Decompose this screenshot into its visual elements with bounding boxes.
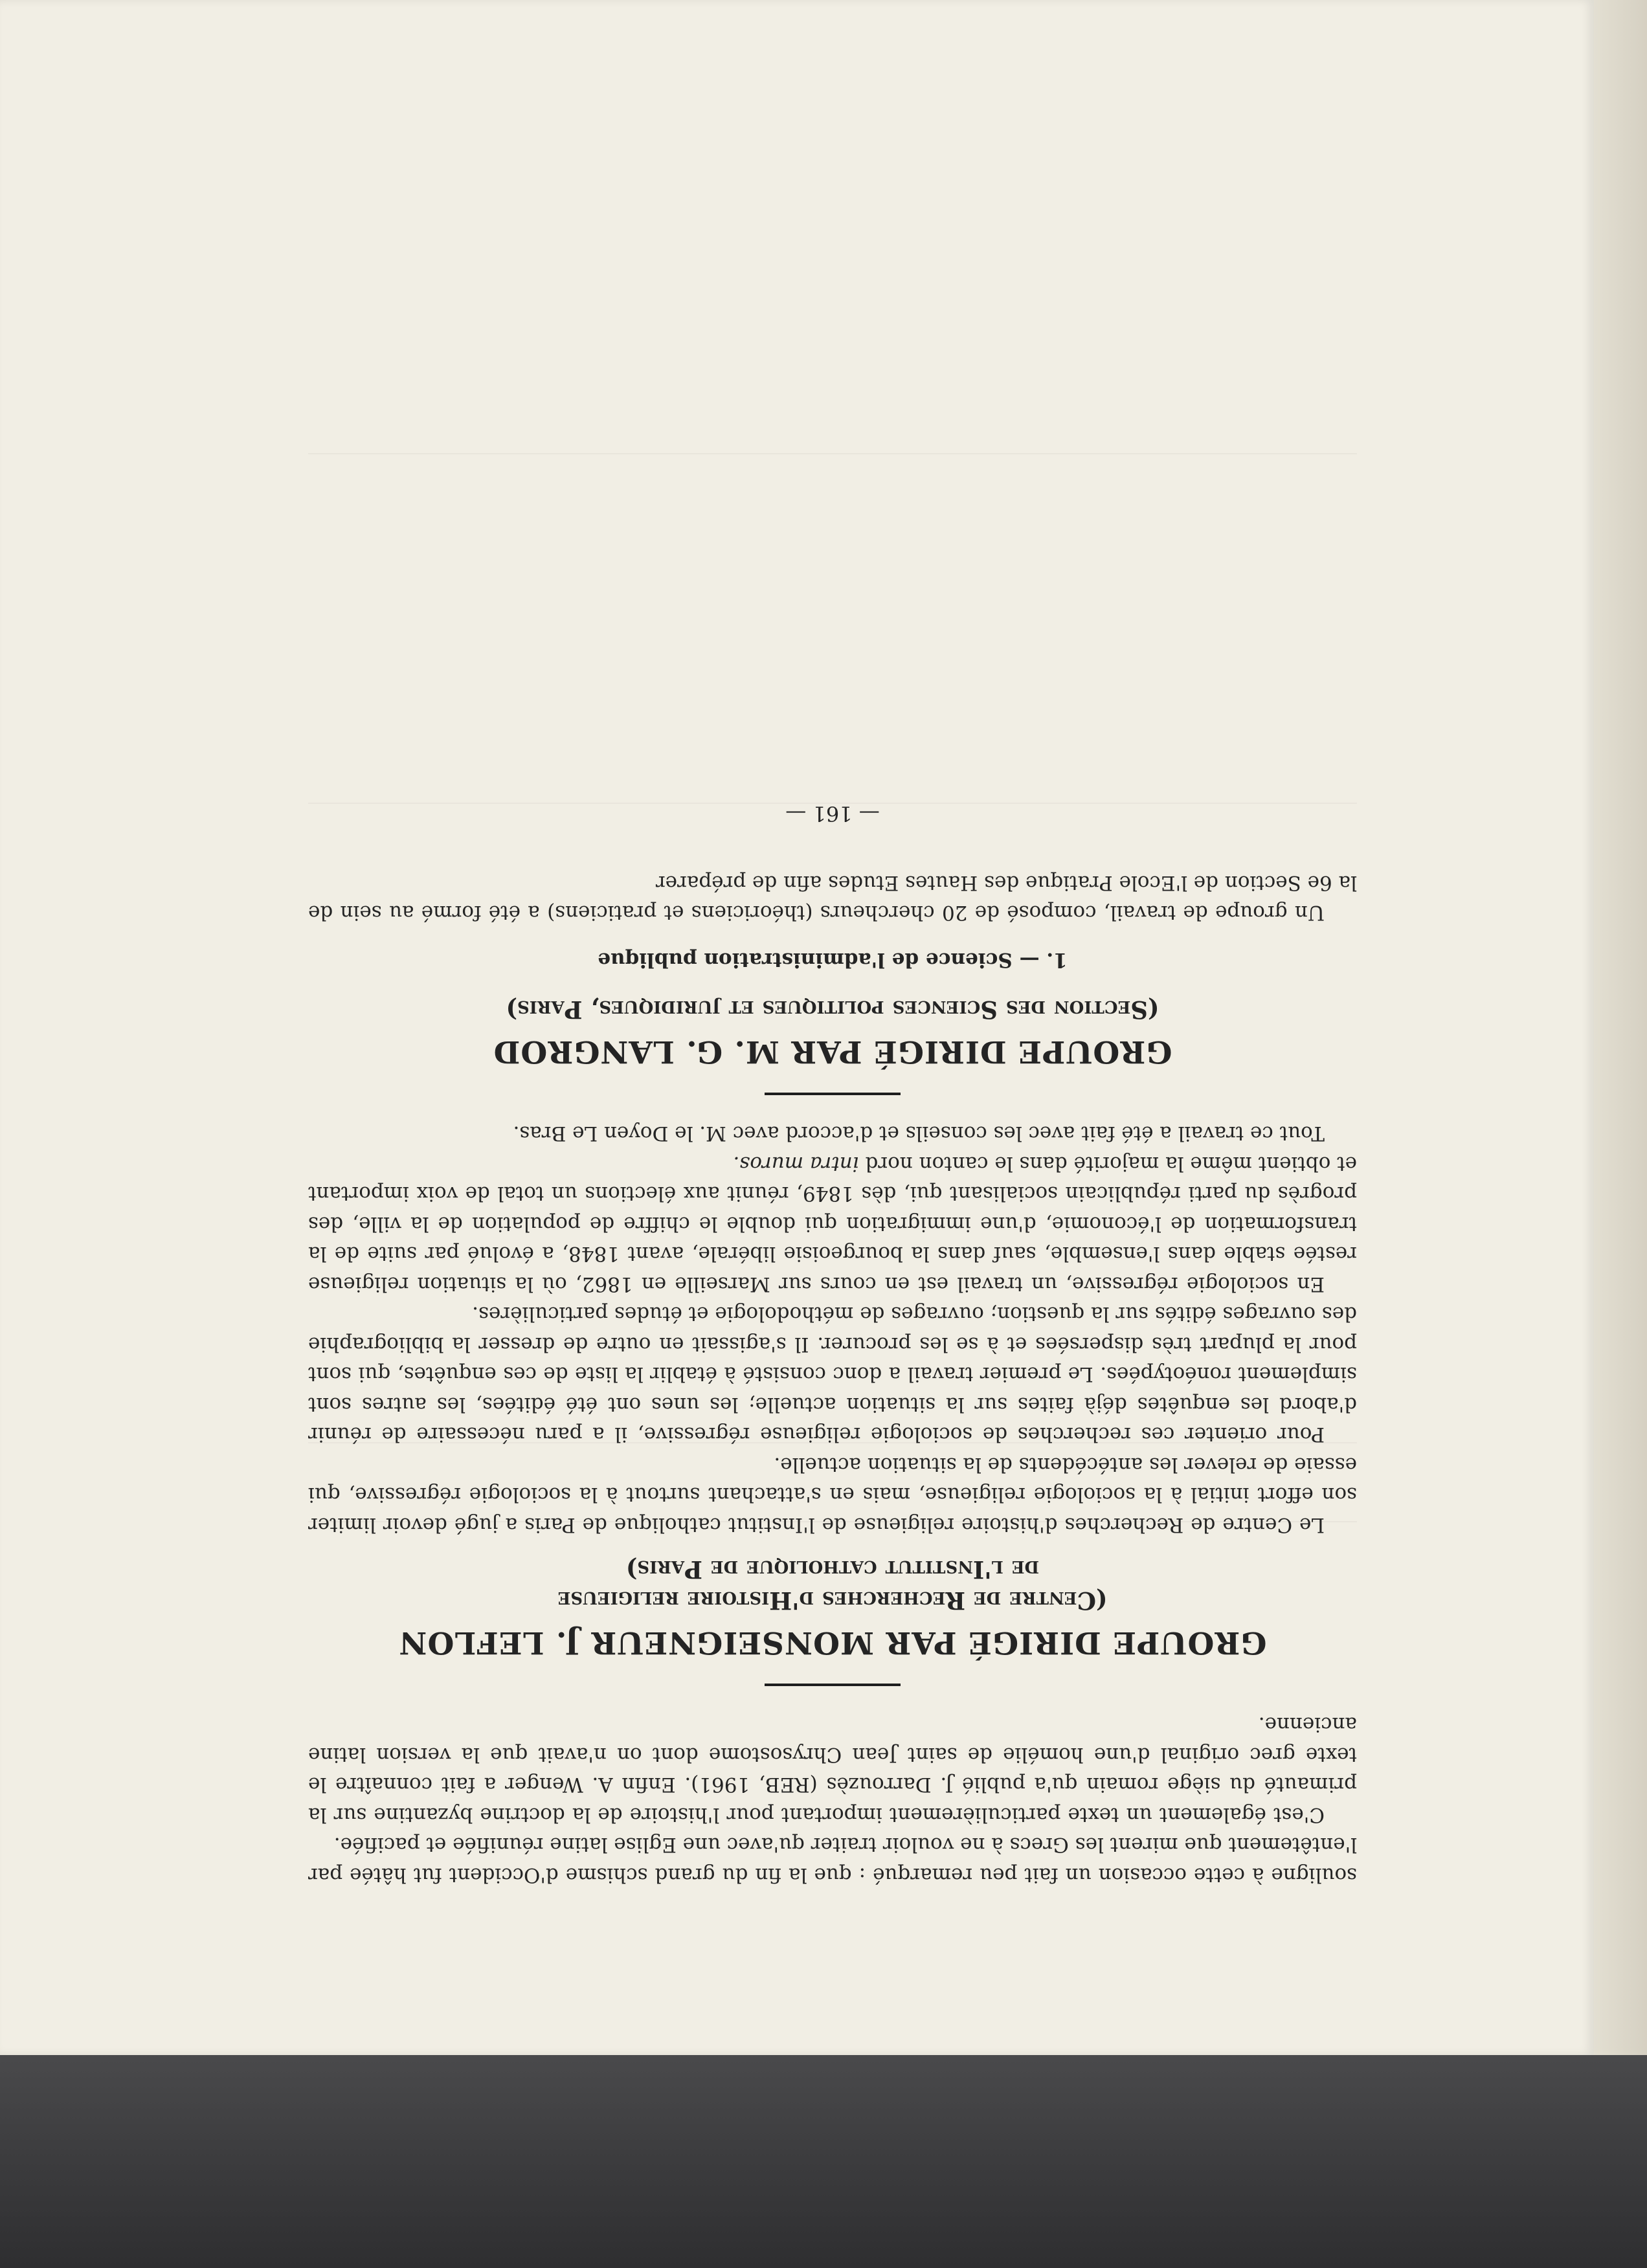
group1-title: GROUPE DIRIGÉ PAR MONSEIGNEUR J. LEFLON bbox=[398, 1625, 1267, 1660]
bleed-through-texture bbox=[308, 1442, 1357, 1522]
bleed-through-texture-3 bbox=[308, 388, 1357, 454]
spacer bbox=[308, 928, 1357, 945]
bleed-through-texture-2 bbox=[308, 803, 1357, 862]
intro-paragraph-1: souligne à cette occasion un fait peu remarqué : que la fin du grand schisme d'Occident fut hâtée par l'entêtement que mirent les Grecs à ne vouloir traiter qu'avec une Eglise latine réunifiée et pacifiée. bbox=[308, 1833, 1357, 1887]
section-divider bbox=[765, 1684, 901, 1686]
section-divider-2 bbox=[765, 1093, 901, 1095]
intra-muros-italic: intra muros. bbox=[733, 1152, 859, 1175]
group2-section-heading: 1. — Science de l'administration publique bbox=[598, 948, 1068, 972]
group1-paragraph-3-text: En sociologie régressive, un travail est en cours sur Marseille en 1862, où la situation religieuse restée stable dans l'ensemble, sauf dans la bourgeoisie libérale, avant 1848, a évolué par suite de la transformation de l'économie, d'une immigration qui double le chiffre de population de la ville, des progrès du parti républicain socialisant qui, dès 1849, réunit aux élections un total de voix important et obtient même la majorité dans le canton nord bbox=[308, 1152, 1357, 1296]
group1-paragraph-1: Le Centre de Recherches d'histoire religieuse de l'Institut catholique de Paris a jugé devoir limiter son effort initial à la sociologie religieuse, mais en s'attachant surtout à la sociologie régressive, qui essaie de relever les antécédents de la situation actuelle. bbox=[308, 1453, 1357, 1537]
page-edge bbox=[1594, 0, 1647, 2055]
page-number: — 161 — bbox=[785, 801, 880, 827]
group1-subtitle-line1: (Centre de Recherches d'Histoire religieuse bbox=[557, 1586, 1108, 1615]
group2-subtitle: (Section des Sciences politiques et juridiques, Paris) bbox=[506, 995, 1160, 1024]
group1-subtitle-line2: de l'Institut catholique de Paris) bbox=[625, 1555, 1040, 1584]
scanner-background bbox=[0, 2052, 1647, 2268]
group1-paragraph-4: Tout ce travail a été fait avec les conseils et d'accord avec M. le Doyen Le Bras. bbox=[513, 1122, 1325, 1146]
group1-paragraph-3 bbox=[308, 1149, 1357, 1300]
group1-paragraph-2: Pour orienter ces recherches de sociologie religieuse régressive, il a paru nécessaire de réunir d'abord les enquêtes déjà faites sur la situation actuelle; les unes ont été éditées, les autres sont simplement ronéotypées. Le premier travail a donc consisté à établir la liste de ces enquêtes, qui sont pour la plupart très dispersées et à se les procurer. Il s'agissait en outre de dresser la bibliographie des ouvrages édités sur la question; ouvrages de méthodologie et études particulières. bbox=[308, 1302, 1357, 1447]
group2-title: GROUPE DIRIGÉ PAR M. G. LANGROD bbox=[493, 1034, 1172, 1069]
group2-paragraph: Un groupe de travail, composé de 20 chercheurs (théoriciens et praticiens) a été formé au sein de la 6e Section de l'Ecole Pratique des Hautes Etudes afin de préparer bbox=[308, 871, 1357, 925]
intro-paragraph-2: C'est également un texte particulièrement important pour l'histoire de la doctrine byzantine sur la primauté du siège romain qu'a publié J. Darrouzès (REB, 1961). Enfin A. Wenger a fait connaître le texte grec original d'une homélie de saint Jean Chrysostome dont on n'avait que la version latine ancienne. bbox=[308, 1713, 1357, 1827]
